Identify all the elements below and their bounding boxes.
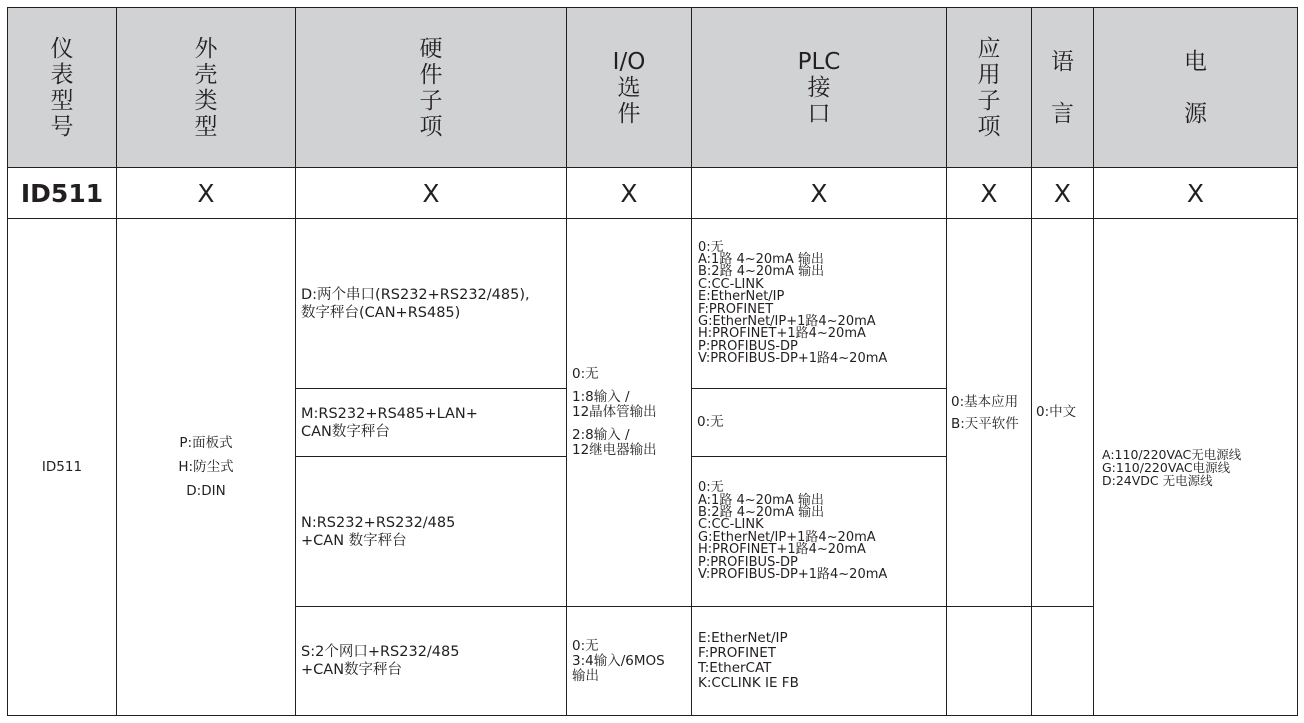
header-io: I/O 选 件 <box>567 8 692 168</box>
header-enclosure: 外 壳 类 型 <box>117 8 296 168</box>
code-application: X <box>947 168 1032 219</box>
hardware-option-s: S:2个网口+RS232/485 +CAN数字秤台 <box>296 607 567 716</box>
power-options: A:110/220VAC无电源线 G:110/220VAC电源线 D:24VDC 无电源线 <box>1094 219 1298 716</box>
plc-options-d: 0:无 A:1路 4~20mA 输出 B:2路 4~20mA 输出 C:CC-LINK E:EtherNet/IP F:PROFINET G:EtherNet/IP+1路4~20mA H:PROFINET+1路4~20mA P:PROFIBUS-DP V:PROFIBUS-DP+1路4~20mA <box>692 219 947 389</box>
body-enclosure: P:面板式 H:防尘式 D:DIN <box>117 219 296 716</box>
io-option-0: 0:无 <box>572 366 599 383</box>
hardware-option-n: N:RS232+RS232/485 +CAN 数字秤台 <box>296 457 567 607</box>
io-option-1: 1:8输入 / 12晶体管输出 <box>572 389 657 421</box>
code-hardware: X <box>296 168 567 219</box>
header-model: 仪 表 型 号 <box>8 8 117 168</box>
model-selection-table <box>7 7 1298 716</box>
io-options-s: 0:无 3:4输入/6MOS 输出 <box>567 607 692 716</box>
code-enclosure: X <box>117 168 296 219</box>
code-row <box>8 168 1298 219</box>
io-options <box>567 219 692 607</box>
header-plc: PLC 接 口 <box>692 8 947 168</box>
hardware-option-m: M:RS232+RS485+LAN+ CAN数字秤台 <box>296 388 567 456</box>
plc-options-m: 0:无 <box>692 388 947 456</box>
language-options: 0:中文 <box>1032 219 1094 607</box>
code-language: X <box>1032 168 1094 219</box>
body-model: ID511 <box>8 219 117 716</box>
io-option-2: 2:8输入 / 12继电器输出 <box>572 427 657 459</box>
header-row <box>8 8 1298 168</box>
header-language: 语 言 <box>1032 8 1094 168</box>
plc-options-n: 0:无 A:1路 4~20mA 输出 B:2路 4~20mA 输出 C:CC-LINK G:EtherNet/IP+1路4~20mA H:PROFINET+1路4~20mA P:PROFIBUS-DP V:PROFIBUS-DP+1路4~20mA <box>692 457 947 607</box>
hardware-option-d: D:两个串口(RS232+RS232/485), 数字秤台(CAN+RS485) <box>296 219 567 389</box>
code-io: X <box>567 168 692 219</box>
code-model: ID511 <box>8 168 117 219</box>
header-application: 应 用 子 项 <box>947 8 1032 168</box>
application-empty <box>947 607 1032 716</box>
option-row-d <box>8 219 1298 389</box>
plc-options-s: E:EtherNet/IP F:PROFINET T:EtherCAT K:CCLINK IE FB <box>692 607 947 716</box>
application-options: 0:基本应用 B:天平软件 <box>947 219 1032 607</box>
header-hardware: 硬 件 子 项 <box>296 8 567 168</box>
language-empty <box>1032 607 1094 716</box>
code-power: X <box>1094 168 1298 219</box>
code-plc: X <box>692 168 947 219</box>
header-power: 电 源 <box>1094 8 1298 168</box>
